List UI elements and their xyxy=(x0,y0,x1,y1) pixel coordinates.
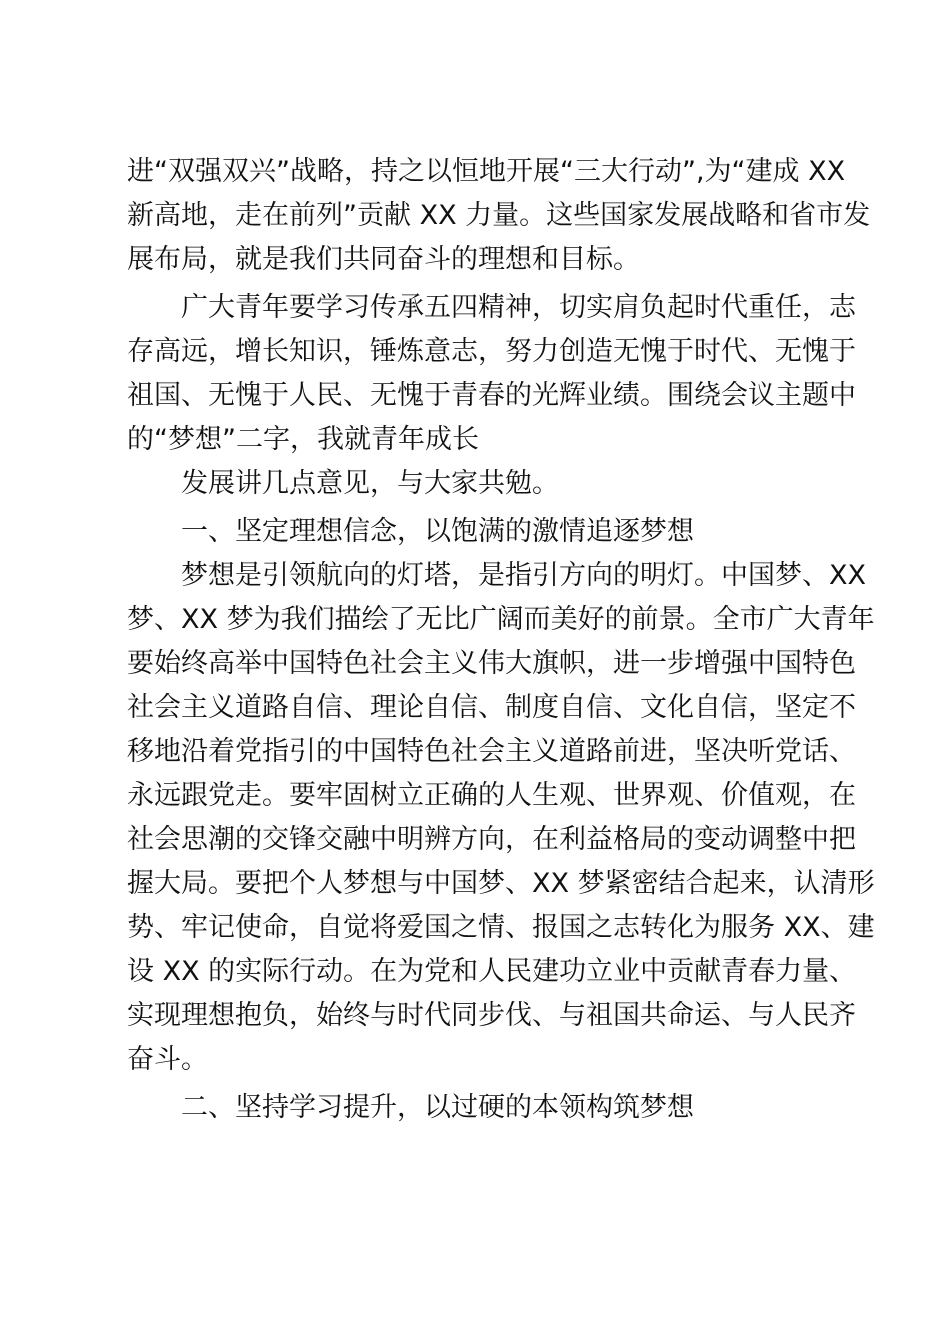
text-line: 的“梦想”二字，我就青年成长 xyxy=(127,424,479,455)
paragraph-youth-mission xyxy=(127,286,856,462)
text-line: 存高远，增长知识，锤炼意志，努力创造无愧于时代、无愧于 xyxy=(127,336,856,367)
text-line: 移地沿着党指引的中国特色社会主义道路前进，坚决听党话、 xyxy=(127,736,856,767)
text-line: 祖国、无愧于人民、无愧于青春的光辉业绩。围绕会议主题中 xyxy=(127,380,856,411)
paragraph-dream xyxy=(127,554,875,1082)
text-line: 设 XX 的实际行动。在为党和人民建功立业中贡献青春力量、 xyxy=(127,956,857,987)
text-line: 进“双强双兴”战略，持之以恒地开展“三大行动”,为“建成 XX xyxy=(127,156,846,187)
text-line: 社会思潮的交锋交融中明辨方向，在利益格局的变动调整中把 xyxy=(127,824,856,855)
text-line: 社会主义道路自信、理论自信、制度自信、文化自信，坚定不 xyxy=(127,692,856,723)
text-line: 实现理想抱负，始终与时代同步伐、与祖国共命运、与人民齐 xyxy=(127,1000,856,1031)
text-line: 奋斗。 xyxy=(127,1044,208,1075)
text-line: 广大青年要学习传承五四精神，切实肩负起时代重任，志 xyxy=(181,292,856,323)
text-line: 势、牢记使命，自觉将爱国之情、报国之志转化为服务 XX、建 xyxy=(127,912,875,943)
text-line: 展布局，就是我们共同奋斗的理想和目标。 xyxy=(127,244,640,275)
text-line: 握大局。要把个人梦想与中国梦、XX 梦紧密结合起来，认清形 xyxy=(127,868,875,899)
paragraph-opinions xyxy=(127,462,837,506)
document-body xyxy=(127,150,875,1130)
text-line: 梦、XX 梦为我们描绘了无比广阔而美好的前景。全市广大青年 xyxy=(127,604,875,635)
paragraph-strategy xyxy=(127,150,871,282)
text-line: 要始终高举中国特色社会主义伟大旗帜，进一步增强中国特色 xyxy=(127,648,856,679)
text-line: 永远跟党走。要牢固树立正确的人生观、世界观、价值观，在 xyxy=(127,780,856,811)
section-heading-1 xyxy=(127,510,837,554)
text-line: 一、坚定理想信念，以饱满的激情追逐梦想 xyxy=(181,516,694,547)
section-heading-2 xyxy=(127,1086,837,1130)
text-line: 新高地，走在前列”贡献 XX 力量。这些国家发展战略和省市发 xyxy=(127,200,871,231)
text-line: 发展讲几点意见，与大家共勉。 xyxy=(181,468,559,499)
text-line: 梦想是引领航向的灯塔，是指引方向的明灯。中国梦、XX xyxy=(181,560,866,591)
text-line: 二、坚持学习提升，以过硬的本领构筑梦想 xyxy=(181,1092,694,1123)
